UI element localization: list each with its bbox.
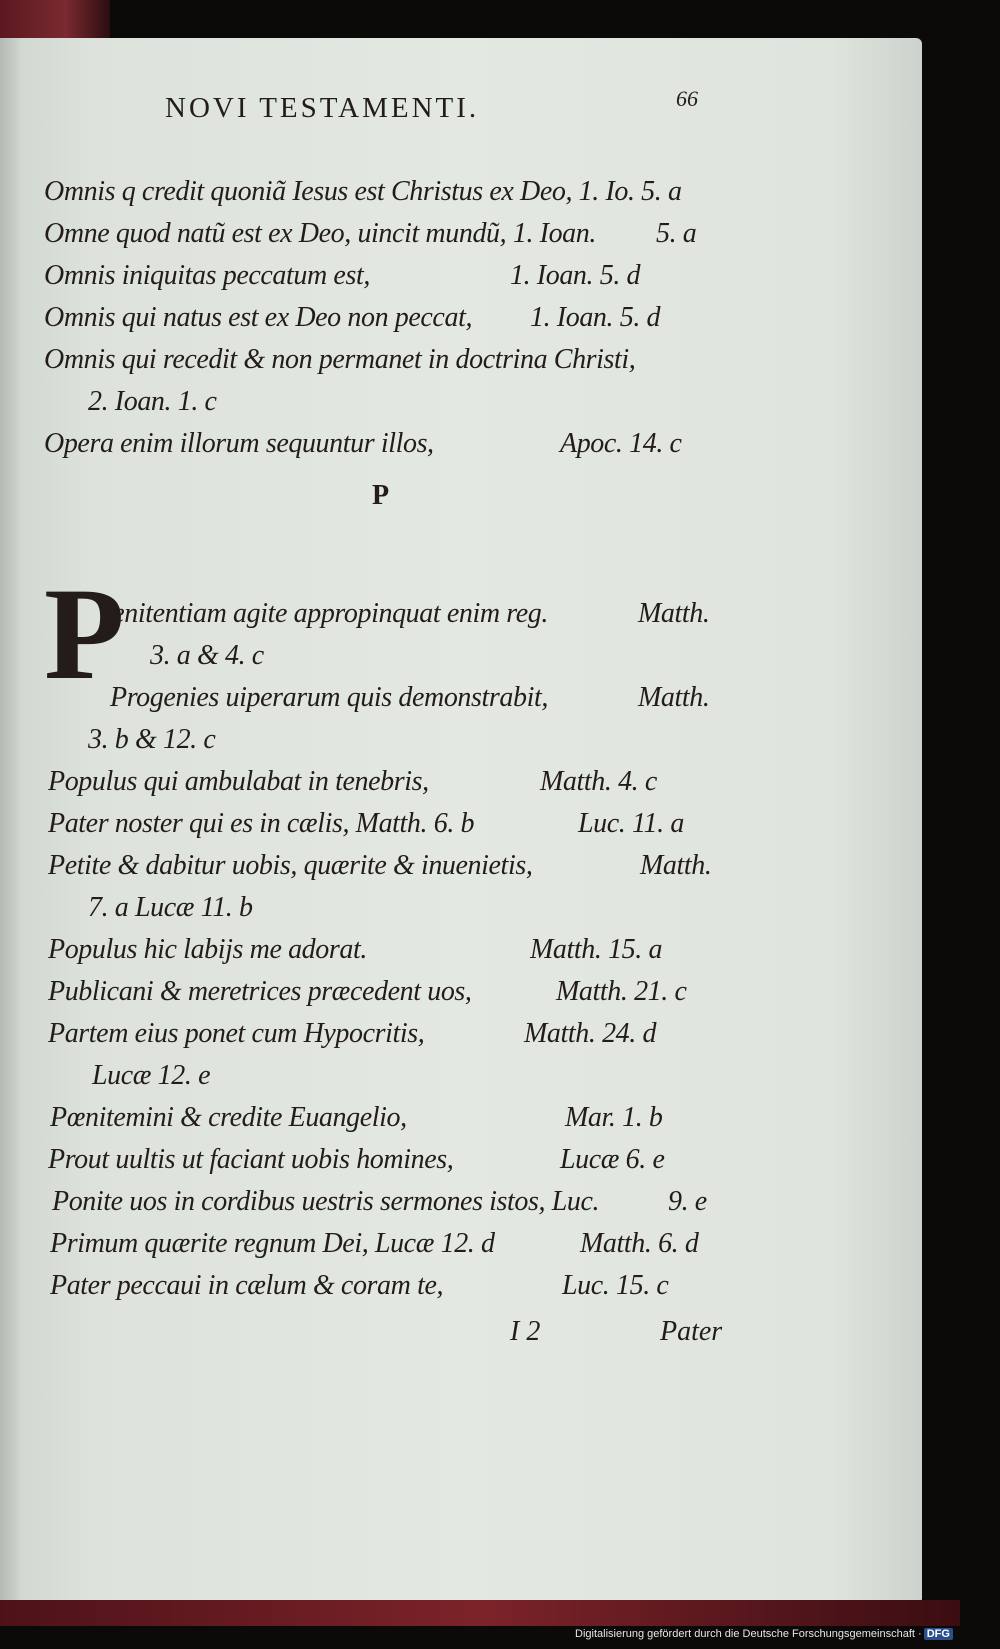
dfg-logo-badge: DFG: [924, 1628, 953, 1640]
entry-reference: Matth. 15. a: [530, 934, 663, 965]
entry-text: Omnis qui recedit & non permanet in doctrina Christi,: [44, 344, 636, 375]
entry-reference: 5. a: [656, 218, 697, 249]
entry-text: 2. Ioan. 1. c: [88, 386, 217, 417]
entry-reference: 9. e: [668, 1186, 707, 1217]
entry-text: 3. b & 12. c: [88, 724, 216, 755]
digitization-credit: [575, 1628, 995, 1646]
entry-text: Pater peccaui in cælum & coram te,: [50, 1270, 444, 1301]
entry-reference: Matth.: [638, 682, 710, 713]
entry-text: Primum quærite regnum Dei, Lucæ 12. d: [50, 1228, 495, 1259]
entry-reference: Luc. 11. a: [578, 808, 684, 839]
entry-text: Prout uultis ut faciant uobis homines,: [48, 1144, 454, 1175]
entry-text: Ponite uos in cordibus uestris sermones istos, Luc.: [52, 1186, 600, 1217]
entry-reference: 1. Ioan. 5. d: [510, 260, 641, 291]
drop-cap: P: [44, 560, 125, 707]
section-letter: P: [372, 480, 390, 511]
entry-reference: Lucæ 6. e: [560, 1144, 665, 1175]
entry-text: 7. a Lucæ 11. b: [88, 892, 253, 923]
running-header: NOVI TESTAMENTI.: [165, 92, 480, 124]
entry-text: Pœnitemini & credite Euangelio,: [50, 1102, 407, 1133]
entry-text: Populus qui ambulabat in tenebris,: [48, 766, 429, 797]
entry-text: Populus hic labijs me adorat.: [48, 934, 367, 965]
entry-reference: Matth.: [640, 850, 712, 881]
folio-number: 66: [676, 86, 698, 111]
entry-reference: 1. Ioan. 5. d: [530, 302, 661, 333]
entry-text: Partem eius ponet cum Hypocritis,: [48, 1018, 425, 1049]
signature-mark: I 2: [510, 1316, 541, 1347]
entry-reference: Matth. 6. d: [580, 1228, 699, 1259]
entry-text: Omnis qui natus est ex Deo non peccat,: [44, 302, 473, 333]
credit-text: Digitalisierung gefördert durch die Deutsche Forschungsgemeinschaft ·: [575, 1628, 922, 1640]
entry-text: Progenies uiperarum quis demonstrabit,: [110, 682, 548, 713]
entry-reference: Matth. 24. d: [524, 1018, 657, 1049]
entry-text: Lucæ 12. e: [92, 1060, 211, 1091]
entry-reference: Matth. 4. c: [540, 766, 657, 797]
entry-reference: Matth.: [638, 598, 710, 629]
entry-text: Publicani & meretrices præcedent uos,: [48, 976, 472, 1007]
entry-reference: Luc. 15. c: [562, 1270, 669, 1301]
entry-text: Omne quod natũ est ex Deo, uincit mundũ, 1. Ioan.: [44, 218, 596, 249]
entry-reference: Matth. 21. c: [556, 976, 687, 1007]
entry-text: 3. a & 4. c: [150, 640, 264, 671]
entry-text: œnitentiam agite appropinquat enim reg.: [106, 598, 548, 629]
entry-text: Pater noster qui es in cælis, Matth. 6. b: [48, 808, 475, 839]
entry-text: Omnis q credit quoniã Iesus est Christus ex Deo, 1. Io. 5. a: [44, 176, 682, 207]
catchword: Pater: [660, 1316, 723, 1347]
entry-text: Opera enim illorum sequuntur illos,: [44, 428, 434, 459]
entry-text: Petite & dabitur uobis, quærite & inuenietis,: [48, 850, 533, 881]
binding-edge-bottom: [0, 1600, 960, 1626]
entry-reference: Mar. 1. b: [565, 1102, 663, 1133]
entry-text: Omnis iniquitas peccatum est,: [44, 260, 370, 291]
entry-reference: Apoc. 14. c: [560, 428, 682, 459]
